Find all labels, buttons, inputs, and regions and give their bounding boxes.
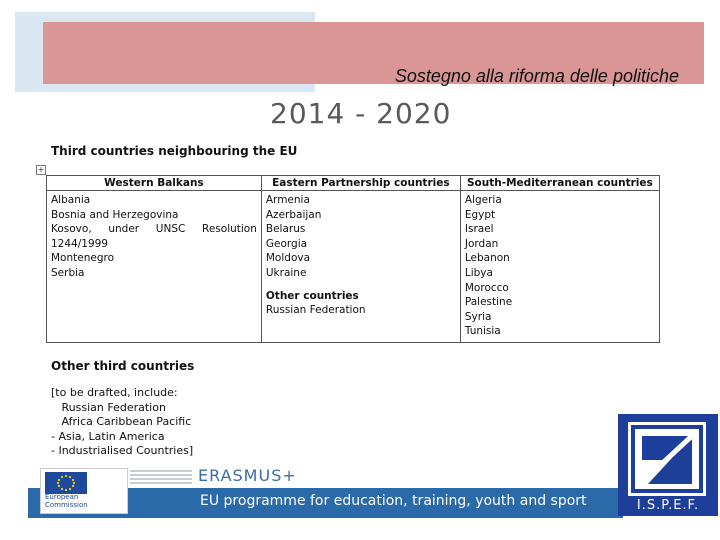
list-item: Lebanon (464, 252, 510, 265)
erasmus-logo: ERASMUS+ (198, 466, 297, 485)
list-item: Kosovo, under UNSC Resolution (51, 223, 257, 236)
list-item: Libya (464, 266, 493, 279)
list-item: Russian Federation (265, 304, 366, 317)
list-item: Israel (464, 223, 494, 236)
western-balkans-cell (47, 191, 262, 343)
list-item: Montenegro (51, 252, 115, 265)
years-heading: 2014 - 2020 (270, 97, 452, 130)
ec-logo-text: European Commission (45, 493, 88, 509)
list-item: Bosnia and Herzegovina (51, 208, 179, 221)
list-item: Moldova (265, 252, 311, 265)
expand-icon[interactable]: + (37, 165, 45, 174)
eastern-partnership-cell (261, 191, 460, 343)
other-countries-label: Other countries (265, 289, 359, 302)
south-mediterranean-cell (460, 191, 659, 343)
list-item: [to be drafted, include: (51, 386, 178, 399)
eu-flag-icon (45, 472, 87, 494)
list-item: Ukraine (265, 266, 307, 279)
list-item: 1244/1999 (51, 237, 108, 250)
list-item: Azerbaijan (265, 208, 322, 221)
list-item: - Industrialised Countries] (51, 444, 194, 458)
header-banner (43, 22, 704, 84)
ispef-label: I.S.P.E.F. (636, 498, 700, 513)
countries-table (46, 175, 660, 343)
list-item: Belarus (265, 223, 306, 236)
section-title-neighbouring: Third countries neighbouring the EU (51, 144, 298, 158)
list-item: Palestine (464, 296, 513, 309)
list-item: Egypt (464, 208, 496, 221)
list-item: Armenia (265, 194, 310, 206)
decorative-stripes (130, 470, 192, 484)
list-item: Morocco (464, 281, 509, 294)
column-header-south-mediterranean: South-Mediterranean countries (460, 176, 659, 191)
list-item: Russian Federation (51, 400, 166, 414)
list-item: Albania (51, 194, 91, 206)
list-item: Tunisia (464, 325, 501, 338)
list-item: Syria (464, 310, 492, 323)
ispef-mark-icon (628, 422, 706, 496)
slide-title: Sostegno alla riforma delle politiche (394, 66, 679, 86)
list-item: Africa Caribbean Pacific (51, 415, 192, 429)
column-header-eastern-partnership: Eastern Partnership countries (261, 176, 460, 191)
list-item: Jordan (464, 237, 499, 250)
list-item: Algeria (464, 194, 502, 206)
column-header-western-balkans: Western Balkans (47, 176, 262, 191)
section-title-other: Other third countries (51, 359, 195, 373)
european-commission-logo (40, 468, 128, 514)
list-item: Georgia (265, 237, 308, 250)
table-header-row (47, 176, 660, 191)
ispef-logo (618, 414, 718, 516)
other-countries-list (51, 386, 193, 459)
list-item: Serbia (51, 266, 85, 279)
footer-tagline: EU programme for education, training, youth and sport (200, 493, 587, 509)
list-item: - Asia, Latin America (51, 429, 165, 443)
table-row (47, 191, 660, 343)
